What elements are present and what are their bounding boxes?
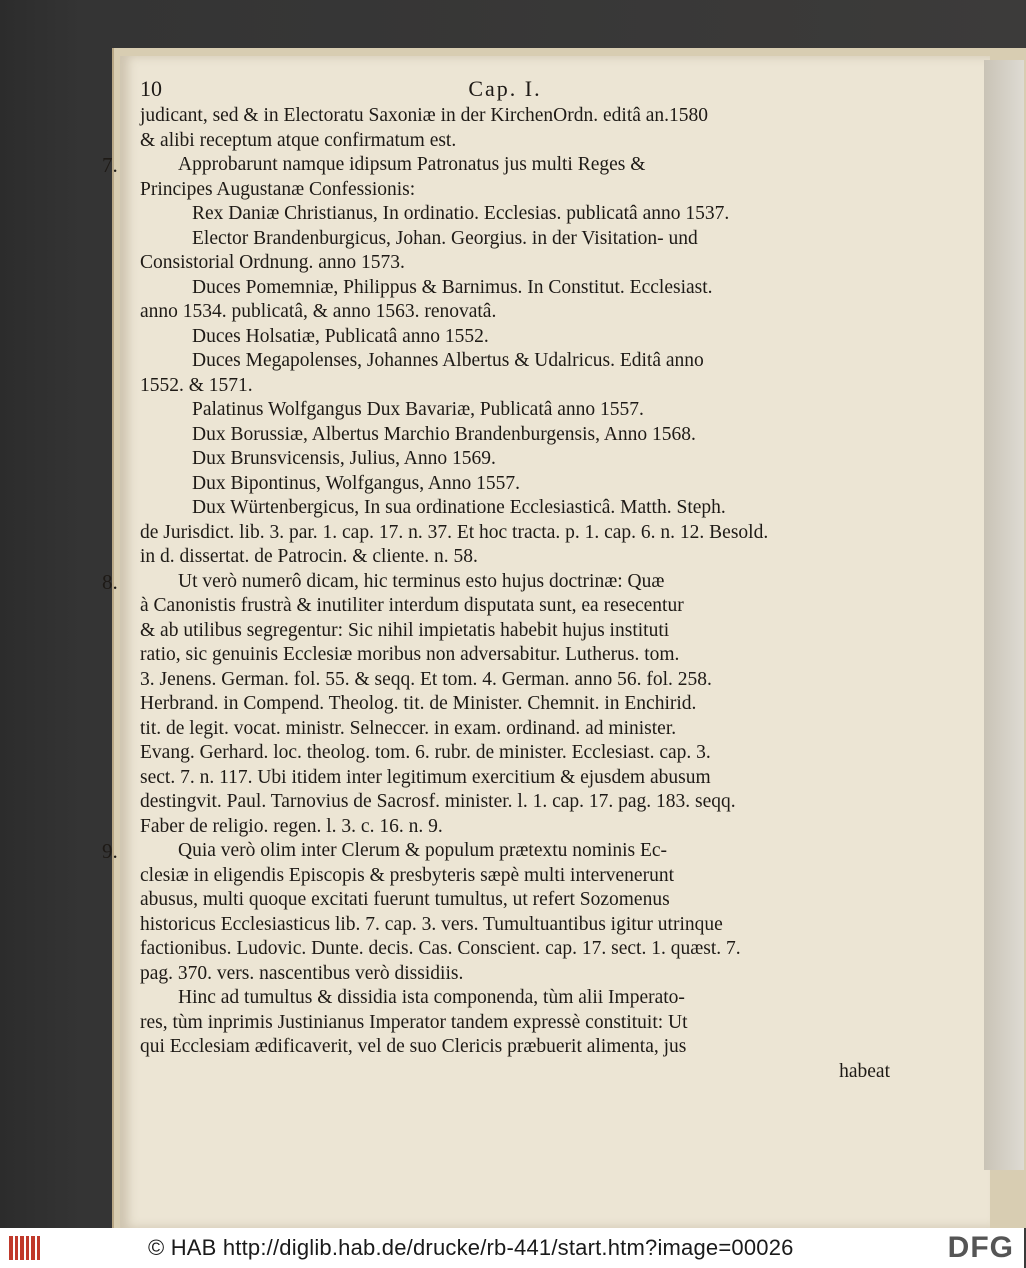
text-line xyxy=(140,888,890,913)
text-line xyxy=(140,594,890,619)
text-line xyxy=(140,643,890,668)
margin-number: 8. xyxy=(102,569,118,594)
line-text: Principes Augustanæ Confessionis: xyxy=(140,178,416,200)
margin-number: 7. xyxy=(102,153,118,177)
line-text: Dux Brunsvicensis, Julius, Anno 1569. xyxy=(192,448,496,469)
text-line xyxy=(140,202,890,227)
line-text: habeat xyxy=(839,1060,890,1082)
line-text: tit. de legit. vocat. ministr. Selneccer. in exam. ordinand. ad minister. xyxy=(140,717,677,739)
line-text: à Canonistis frustrà & inutiliter interdum disputata sunt, ea resecentur xyxy=(140,595,684,616)
text-line xyxy=(102,569,890,595)
text-line xyxy=(140,1011,890,1036)
text-line xyxy=(140,815,890,840)
text-line xyxy=(102,153,890,178)
text-line xyxy=(140,766,890,791)
line-text: abusus, multi quoque excitati fuerunt tumultus, ut refert Sozomenus xyxy=(140,889,670,910)
text-line xyxy=(140,1035,890,1060)
line-text: Dux Würtenbergicus, In sua ordinatione Ecclesiasticâ. Matth. Steph. xyxy=(192,497,726,518)
text-line xyxy=(140,227,890,252)
text-line xyxy=(140,545,890,570)
text-line xyxy=(140,937,890,962)
line-text: Dux Bipontinus, Wolfgangus, Anno 1557. xyxy=(192,472,520,494)
line-text: Hinc ad tumultus & dissidia ista componenda, tùm alii Imperato- xyxy=(178,987,685,1008)
line-text: clesiæ in eligendis Episcopis & presbyteris sæpè multi intervenerunt xyxy=(140,864,674,886)
page-number: 10 xyxy=(140,76,162,101)
line-text: res, tùm inprimis Justinianus Imperator tandem expressè constituit: Ut xyxy=(140,1011,688,1033)
text-line xyxy=(140,717,890,742)
line-text: Dux Borussiæ, Albertus Marchio Brandenburgensis, Anno 1568. xyxy=(192,423,696,445)
line-text: judicant, sed & in Electoratu Saxoniæ in der KirchenOrdn. editâ an.1580 xyxy=(140,105,709,126)
line-text: 3. Jenens. German. fol. 55. & seqq. Et tom. 4. German. anno 56. fol. 258. xyxy=(140,668,712,690)
line-text: Palatinus Wolfgangus Dux Bavariæ, Publicatâ anno 1557. xyxy=(192,399,644,420)
text-line xyxy=(140,423,890,448)
line-text: Elector Brandenburgicus, Johan. Georgius. in der Visitation- und xyxy=(192,227,698,249)
page-text xyxy=(102,76,890,1084)
dfg-logo: DFG xyxy=(947,1231,1014,1264)
line-text: in d. dissertat. de Patrocin. & cliente. n. 58. xyxy=(140,546,478,567)
line-text: Rex Daniæ Christianus, In ordinatio. Ecclesias. publicatâ anno 1537. xyxy=(192,203,730,224)
text-line xyxy=(140,962,890,987)
copyright-link[interactable]: © HAB http://diglib.hab.de/drucke/rb-441/start.htm?image=00026 xyxy=(148,1235,794,1260)
text-line xyxy=(140,619,890,644)
text-line xyxy=(140,986,890,1011)
text-line xyxy=(140,913,890,938)
line-text: Duces Holsatiæ, Publicatâ anno 1552. xyxy=(192,325,489,347)
text-line xyxy=(140,1060,890,1085)
line-text: Evang. Gerhard. loc. theolog. tom. 6. rubr. de minister. Ecclesiast. cap. 3. xyxy=(140,742,711,763)
text-line xyxy=(140,251,890,276)
line-text: 1552. & 1571. xyxy=(140,374,253,396)
text-line xyxy=(140,374,890,399)
text-line xyxy=(140,790,890,815)
line-text: & alibi receptum atque confirmatum est. xyxy=(140,129,457,151)
text-line xyxy=(140,521,890,546)
chapter-heading: Cap. I. xyxy=(468,76,542,101)
text-line xyxy=(140,349,890,374)
line-text: Approbarunt namque idipsum Patronatus jus multi Reges & xyxy=(178,154,646,175)
text-line xyxy=(140,496,890,521)
viewer-footer xyxy=(0,1228,1024,1268)
text-line xyxy=(140,129,890,154)
text-line xyxy=(140,447,890,472)
text-line xyxy=(140,104,890,129)
line-text: qui Ecclesiam ædificaverit, vel de suo Clericis præbuerit alimenta, jus xyxy=(140,1036,687,1057)
margin-number: 9. xyxy=(102,839,118,863)
hab-logo-icon xyxy=(8,1234,44,1262)
running-head xyxy=(140,76,890,104)
line-text: factionibus. Ludovic. Dunte. decis. Cas. Conscient. cap. 17. sect. 1. quæst. 7. xyxy=(140,938,741,959)
next-page-edge xyxy=(984,60,1024,1170)
line-text: sect. 7. n. 117. Ubi itidem inter legitimum exercitium & ejusdem abusum xyxy=(140,766,711,788)
body-text xyxy=(102,104,890,1084)
line-text: historicus Ecclesiasticus lib. 7. cap. 3. vers. Tumultuantibus igitur utrinque xyxy=(140,913,723,935)
line-text: ratio, sic genuinis Ecclesiæ moribus non adversabitur. Lutherus. tom. xyxy=(140,644,680,665)
line-text: Consistorial Ordnung. anno 1573. xyxy=(140,252,405,273)
text-line xyxy=(140,741,890,766)
line-text: destingvit. Paul. Tarnovius de Sacrosf. minister. l. 1. cap. 17. pag. 183. seqq. xyxy=(140,791,736,812)
line-text: Ut verò numerô dicam, hic terminus esto hujus doctrinæ: Quæ xyxy=(178,570,665,592)
text-line xyxy=(140,668,890,693)
line-text: Duces Pomemniæ, Philippus & Barnimus. In Constitut. Ecclesiast. xyxy=(192,276,713,298)
line-text: Faber de religio. regen. l. 3. c. 16. n. 9. xyxy=(140,815,443,837)
line-text: & ab utilibus segregentur: Sic nihil impietatis habebit hujus instituti xyxy=(140,619,670,641)
line-text: pag. 370. vers. nascentibus verò dissidiis. xyxy=(140,962,464,984)
text-line xyxy=(140,325,890,350)
text-line xyxy=(140,398,890,423)
text-line xyxy=(140,300,890,325)
text-line xyxy=(102,839,890,864)
text-line xyxy=(140,178,890,203)
text-line xyxy=(140,864,890,889)
text-line xyxy=(140,692,890,717)
text-line xyxy=(140,276,890,301)
text-line xyxy=(140,472,890,497)
line-text: Duces Megapolenses, Johannes Albertus & Udalricus. Editâ anno xyxy=(192,350,704,371)
line-text: Quia verò olim inter Clerum & populum prætextu nominis Ec- xyxy=(178,840,668,861)
line-text: Herbrand. in Compend. Theolog. tit. de Minister. Chemnit. in Enchirid. xyxy=(140,693,697,714)
line-text: de Jurisdict. lib. 3. par. 1. cap. 17. n. 37. Et hoc tracta. p. 1. cap. 6. n. 12. Besold. xyxy=(140,521,769,543)
line-text: anno 1534. publicatâ, & anno 1563. renovatâ. xyxy=(140,301,497,322)
